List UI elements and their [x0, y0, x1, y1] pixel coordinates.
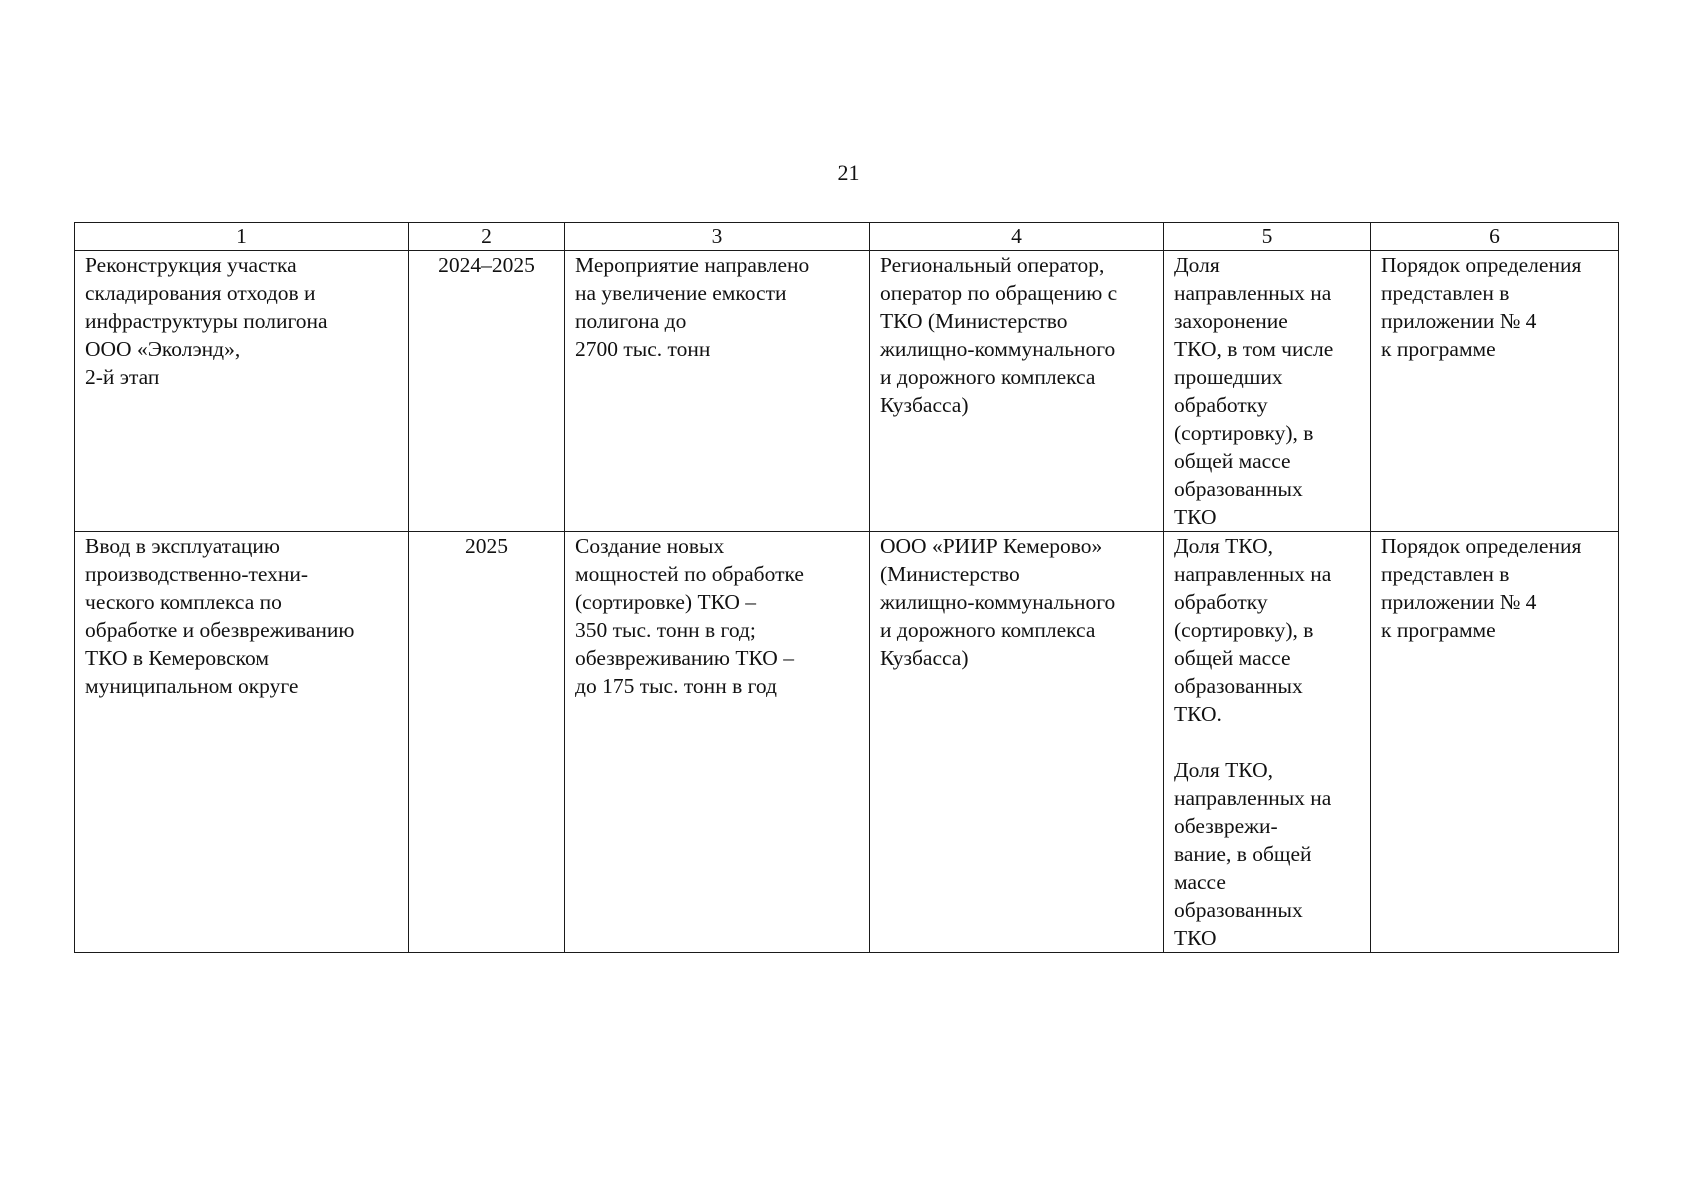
column-header-6: 6 — [1371, 223, 1619, 251]
cell-period — [409, 532, 565, 953]
table-row — [75, 251, 1619, 532]
description-text: Создание новых мощностей по обработке (сортировке) ТКО – 350 тыс. тонн в год; обезвреживанию ТКО – до 175 тыс. тонн в год — [575, 534, 804, 698]
note-text: Порядок определения представлен в приложении № 4 к программе — [1381, 253, 1582, 361]
column-header-4: 4 — [870, 223, 1164, 251]
cell-measure — [75, 251, 409, 532]
indicator-text: Доля ТКО, направленных на обработку (сортировку), в общей массе образованных ТКО. Доля ТКО, направленных на обезврежи- вание, в общей массе образованных ТКО — [1174, 534, 1332, 950]
cell-period — [409, 251, 565, 532]
cell-indicator — [1164, 532, 1371, 953]
column-header-1: 1 — [75, 223, 409, 251]
column-header-2: 2 — [409, 223, 565, 251]
period-text: 2024–2025 — [438, 253, 535, 277]
cell-responsible — [870, 251, 1164, 532]
cell-responsible — [870, 532, 1164, 953]
measure-text: Ввод в эксплуатацию производственно-техни- ческого комплекса по обработке и обезвреживанию ТКО в Кемеровском муниципальном округе — [85, 534, 355, 698]
responsible-text: Региональный оператор, оператор по обращению с ТКО (Министерство жилищно-коммунального и дорожного комплекса Кузбасса) — [880, 253, 1118, 417]
cell-measure — [75, 532, 409, 953]
table-row — [75, 532, 1619, 953]
indicator-text: Доля направленных на захоронение ТКО, в том числе прошедших обработку (сортировку), в общей массе образованных ТКО — [1174, 253, 1334, 529]
period-text: 2025 — [465, 534, 508, 558]
responsible-text: ООО «РИИР Кемерово» (Министерство жилищно-коммунального и дорожного комплекса Кузбасса) — [880, 534, 1116, 670]
cell-note — [1371, 251, 1619, 532]
program-measures-table — [74, 222, 1619, 953]
page-number: 21 — [837, 160, 860, 185]
column-header-3: 3 — [565, 223, 870, 251]
note-text: Порядок определения представлен в приложении № 4 к программе — [1381, 534, 1582, 642]
column-header-5: 5 — [1164, 223, 1371, 251]
cell-description — [565, 532, 870, 953]
cell-note — [1371, 532, 1619, 953]
cell-description — [565, 251, 870, 532]
measure-text: Реконструкция участка складирования отходов и инфраструктуры полигона ООО «Эколэнд», 2-й этап — [85, 253, 328, 389]
cell-indicator — [1164, 251, 1371, 532]
description-text: Мероприятие направлено на увеличение емкости полигона до 2700 тыс. тонн — [575, 253, 810, 361]
table-header-row — [75, 223, 1619, 251]
